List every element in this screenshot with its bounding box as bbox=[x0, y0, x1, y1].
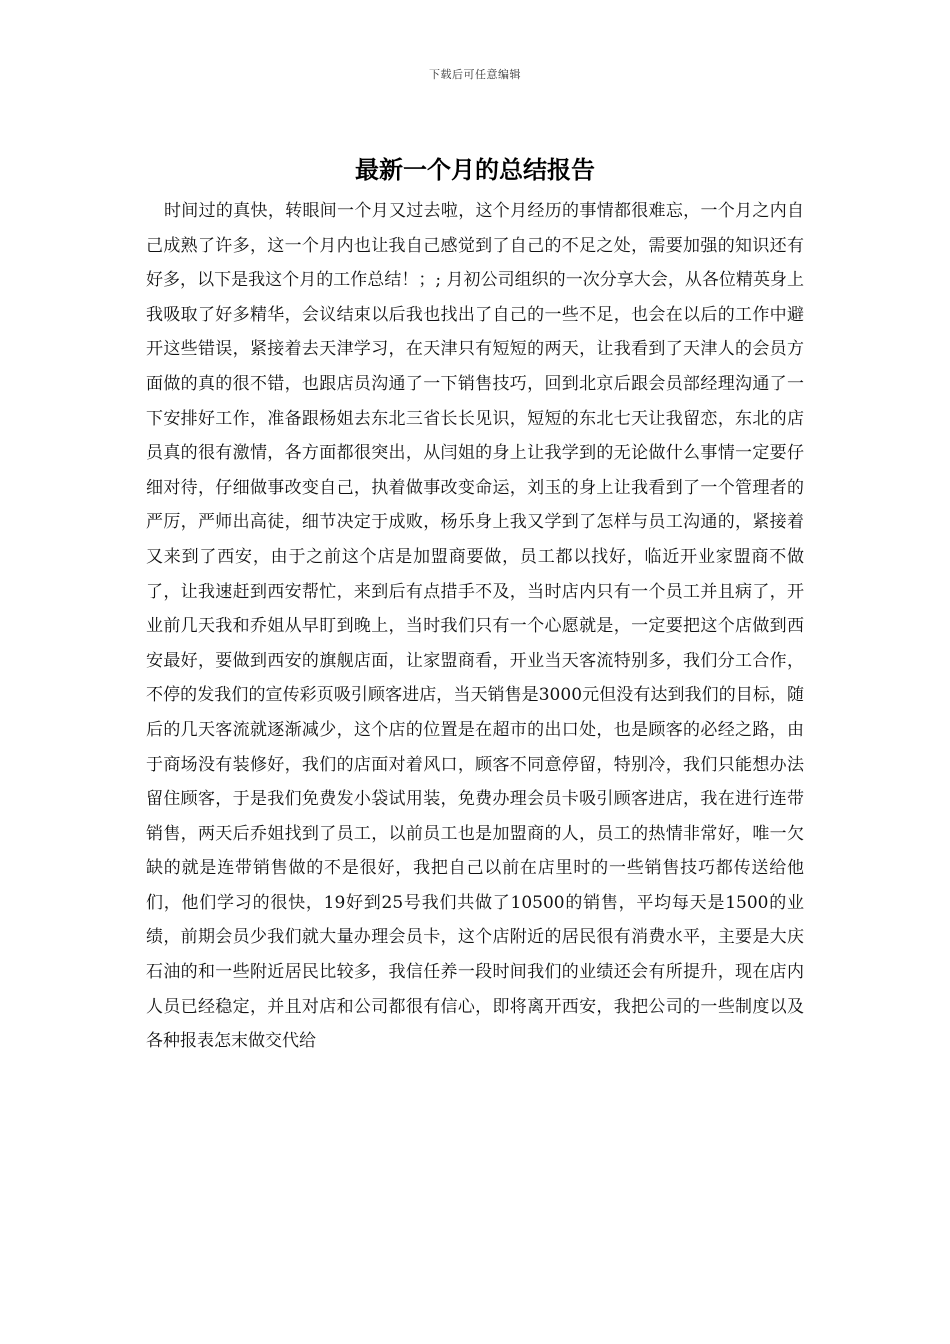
document-title: 最新一个月的总结报告 bbox=[355, 156, 595, 184]
document-body-paragraph: 时间过的真快，转眼间一个月又过去啦，这个月经历的事情都很难忘，一个月之内自己成熟了许多，这一个月内也让我自己感觉到了自己的不足之处，需要加强的知识还有好多，以下是我这个月的工作总结！；; 月初公司组织的一次分享大会，从各位精英身上我吸取了好多精华，会议结束以后我也找出了自己的一些不足，也会在以后的工作中避开这些错误，紧接着去天津学习，在天津只有短短的两天，让我看到了天津人的会员方面做的真的很不错，也跟店员沟通了一下销售技巧，回到北京后跟会员部经理沟通了一下安排好工作，准备跟杨姐去东北三省长长见识，短短的东北七天让我留恋，东北的店员真的很有激情，各方面都很突出，从闫姐的身上让我学到的无论做什么事情一定要仔细对待，仔细做事改变自己，执着做事改变命运，刘玉的身上让我看到了一个管理者的严厉，严师出高徒，细节决定于成败，杨乐身上我又学到了怎样与员工沟通的，紧接着又来到了西安，由于之前这个店是加盟商要做，员工都以找好，临近开业家盟商不做了，让我速赶到西安帮忙，来到后有点措手不及，当时店内只有一个员工并且病了，开业前几天我和乔姐从早盯到晚上，当时我们只有一个心愿就是，一定要把这个店做到西安最好，要做到西安的旗舰店面，让家盟商看，开业当天客流特别多，我们分工合作，不停的发我们的宣传彩页吸引顾客进店，当天销售是3000元但没有达到我们的目标，随后的几天客流就逐渐减少，这个店的位置是在超市的出口处，也是顾客的必经之路，由于商场没有装修好，我们的店面对着风口，顾客不同意停留，特别冷，我们只能想办法留住顾客，于是我们免费发小袋试用装，免费办理会员卡吸引顾客进店，我在进行连带销售，两天后乔姐找到了员工，以前员工也是加盟商的人，员工的热情非常好，唯一欠缺的就是连带销售做的不是很好，我把自己以前在店里时的一些销售技巧都传送给他们，他们学习的很快，19好到25号我们共做了10500的销售，平均每天是1500的业绩，前期会员少我们就大量办理会员卡，这个店附近的居民很有消费水平，主要是大庆石油的和一些附近居民比较多，我信任养一段时间我们的业绩还会有所提升，现在店内人员已经稳定，并且对店和公司都很有信心，即将离开西安，我把公司的一些制度以及各种报表怎末做交代给 bbox=[146, 201, 804, 1052]
page-header-note: 下载后可任意编辑 bbox=[429, 68, 521, 81]
